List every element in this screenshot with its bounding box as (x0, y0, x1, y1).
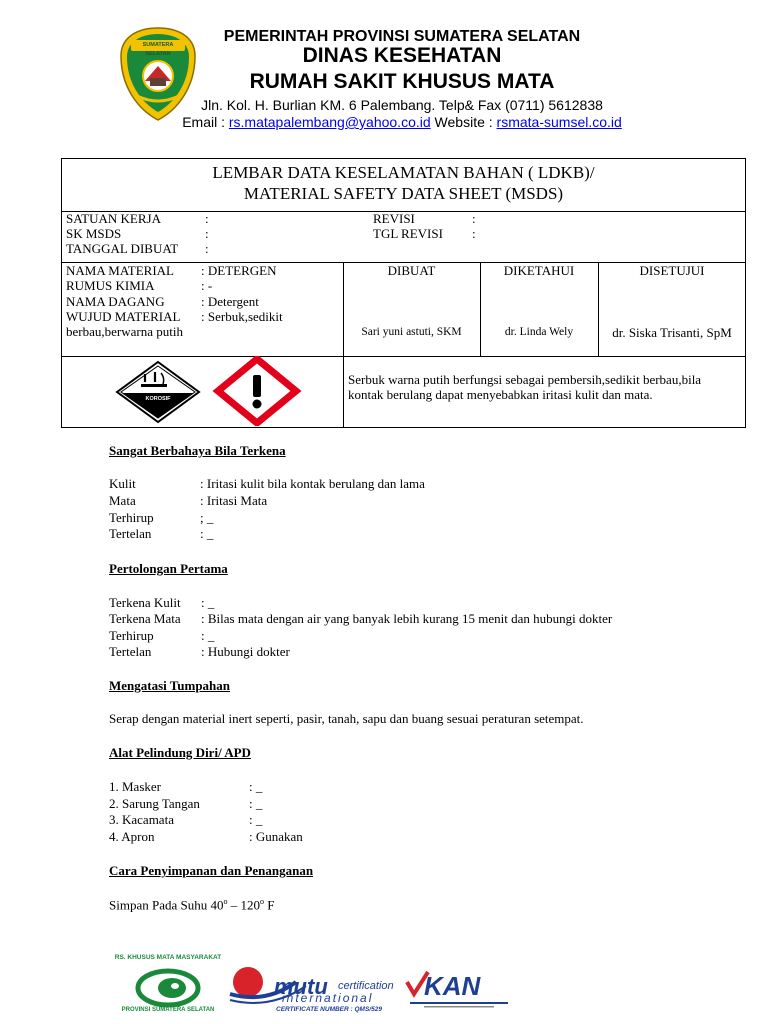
storage-temp-range: – 120 (227, 897, 260, 913)
doc-title-line1: LEMBAR DATA KESELAMATAN BAHAN ( LDKB)/ (212, 163, 595, 182)
apd-row-label: 4. Apron (109, 829, 155, 844)
degree-sup: o (259, 897, 264, 906)
penyimpanan-text (109, 897, 274, 913)
wujud-material-label: WUJUD MATERIAL (66, 309, 181, 324)
storage-temp-start: Simpan Pada Suhu 40 (109, 897, 224, 913)
revisi-label: REVISI (373, 211, 415, 226)
pertolongan-row-label: Terkena Kulit (109, 595, 181, 610)
hospital-logo-bottom-text: PROVINSI SUMATERA SELATAN (121, 1007, 215, 1013)
section-title-penyimpanan: Cara Penyimpanan dan Penanganan (109, 863, 314, 878)
apd-row-label: 1. Masker (109, 779, 161, 794)
bahaya-row-value: : _ (200, 526, 214, 541)
pertolongan-row-value: : _ (201, 628, 215, 643)
tgl-revisi-colon: : (472, 226, 476, 241)
header-hospital-name: RUMAH SAKIT KHUSUS MATA (249, 70, 555, 93)
pertolongan-row-value: : _ (201, 595, 215, 610)
rumus-kimia-label: RUMUS KIMIA (66, 278, 155, 293)
tumpahan-text: Serap dengan material inert seperti, pasir, tanah, sapu dan buang sesuai peraturan setempat. (109, 711, 584, 726)
table-divider (61, 356, 746, 357)
apd-row-label: 3. Kacamata (109, 812, 174, 827)
bahaya-row-label: Mata (109, 493, 136, 508)
bahaya-row-label: Terhirup (109, 510, 154, 525)
wujud-material-value: : Serbuk,sedikit (201, 309, 283, 324)
sk-msds-label: SK MSDS (66, 226, 122, 241)
apd-row-value: : _ (249, 796, 263, 811)
apd-row-value: : _ (249, 812, 263, 827)
diketahui-name: dr. Linda Wely (504, 326, 574, 338)
section-title-bahaya: Sangat Berbahaya Bila Terkena (109, 443, 286, 458)
email-link[interactable]: rs.matapalembang@yahoo.co.id (228, 114, 431, 130)
mutu-certification-logo (226, 960, 404, 1020)
korosif-label: KOROSIF (145, 396, 171, 402)
nama-material-label: NAMA MATERIAL (66, 263, 174, 278)
table-divider (343, 356, 344, 428)
exclamation-hazard-icon (212, 356, 302, 426)
website-link[interactable]: rsmata-sumsel.co.id (496, 114, 622, 130)
pertolongan-row-value: : Bilas mata dengan air yang banyak lebih kurang 15 menit dan hubungi dokter (201, 611, 613, 626)
apd-row-label: 2. Sarung Tangan (109, 796, 200, 811)
tanggal-dibuat-label: TANGGAL DIBUAT (66, 241, 179, 256)
storage-temp-unit: F (263, 897, 275, 913)
apd-row-value: : _ (249, 779, 263, 794)
certificate-number: CERTIFICATE NUMBER : QMS/529 (276, 1006, 382, 1013)
header-contact (0, 114, 768, 130)
hospital-logo-top-text: RS. KHUSUS MATA MASYARAKAT (114, 954, 222, 961)
pertolongan-row-label: Tertelan (109, 644, 152, 659)
section-title-apd: Alat Pelindung Diri/ APD (109, 745, 251, 760)
international-text: international (282, 991, 374, 1005)
pertolongan-row-value: : Hubungi dokter (201, 644, 290, 659)
hazard-description-line2: kontak berulang dapat menyebabkan iritasi kulit dan mata. (348, 387, 653, 402)
doc-title-line2: MATERIAL SAFETY DATA SHEET (MSDS) (243, 184, 564, 203)
website-label: Website : (430, 114, 497, 130)
sk-msds-colon: : (205, 226, 209, 241)
corrosive-pictogram (115, 360, 201, 424)
header-address: Jln. Kol. H. Burlian KM. 6 Palembang. Telp& Fax (0711) 5612838 (201, 97, 603, 113)
revisi-colon: : (472, 211, 476, 226)
disetujui-header: DISETUJUI (639, 263, 705, 278)
nama-material-value: : DETERGEN (201, 263, 277, 278)
hazard-description-line1: Serbuk warna putih berfungsi sebagai pembersih,sedikit berbau,bila (348, 372, 702, 387)
wujud-material-cont: berbau,berwarna putih (66, 324, 183, 339)
tgl-revisi-label: TGL REVISI (373, 226, 443, 241)
email-label: Email : (182, 114, 229, 130)
pertolongan-row-label: Terkena Mata (109, 611, 181, 626)
hospital-footer-logo (112, 948, 224, 1018)
rumus-kimia-value: : - (201, 278, 213, 293)
diketahui-header: DIKETAHUI (503, 263, 575, 278)
disetujui-name: dr. Siska Trisanti, SpM (612, 325, 732, 340)
bahaya-row-label: Tertelan (109, 526, 152, 541)
degree-sup: o (223, 897, 228, 906)
apd-row-value: : Gunakan (249, 829, 303, 844)
pertolongan-row-label: Terhirup (109, 628, 154, 643)
bahaya-row-label: Kulit (109, 476, 136, 491)
bahaya-row-value: ; _ (200, 510, 214, 525)
mutu-text: mutu (274, 974, 328, 999)
certification-text: certification (338, 980, 394, 992)
nama-dagang-value: : Detergent (201, 294, 259, 309)
dibuat-name: Sari yuni astuti, SKM (361, 326, 462, 338)
kan-text: KAN (424, 971, 481, 1001)
satuan-kerja-colon: : (205, 211, 209, 226)
logo-banner-text: SUMATERA SELATAN (142, 42, 174, 57)
header-government-line: PEMERINTAH PROVINSI SUMATERA SELATAN (223, 28, 581, 45)
bahaya-row-value: : Iritasi Mata (200, 493, 268, 508)
section-title-tumpahan: Mengatasi Tumpahan (109, 678, 231, 693)
bahaya-row-value: : Iritasi kulit bila kontak berulang dan lama (200, 476, 425, 491)
kan-logo (404, 968, 514, 1014)
tanggal-dibuat-colon: : (205, 241, 209, 256)
section-title-pertolongan: Pertolongan Pertama (109, 561, 228, 576)
header-department-line: DINAS KESEHATAN (302, 44, 502, 67)
dibuat-header: DIBUAT (387, 263, 436, 278)
satuan-kerja-label: SATUAN KERJA (66, 211, 161, 226)
nama-dagang-label: NAMA DAGANG (66, 294, 165, 309)
